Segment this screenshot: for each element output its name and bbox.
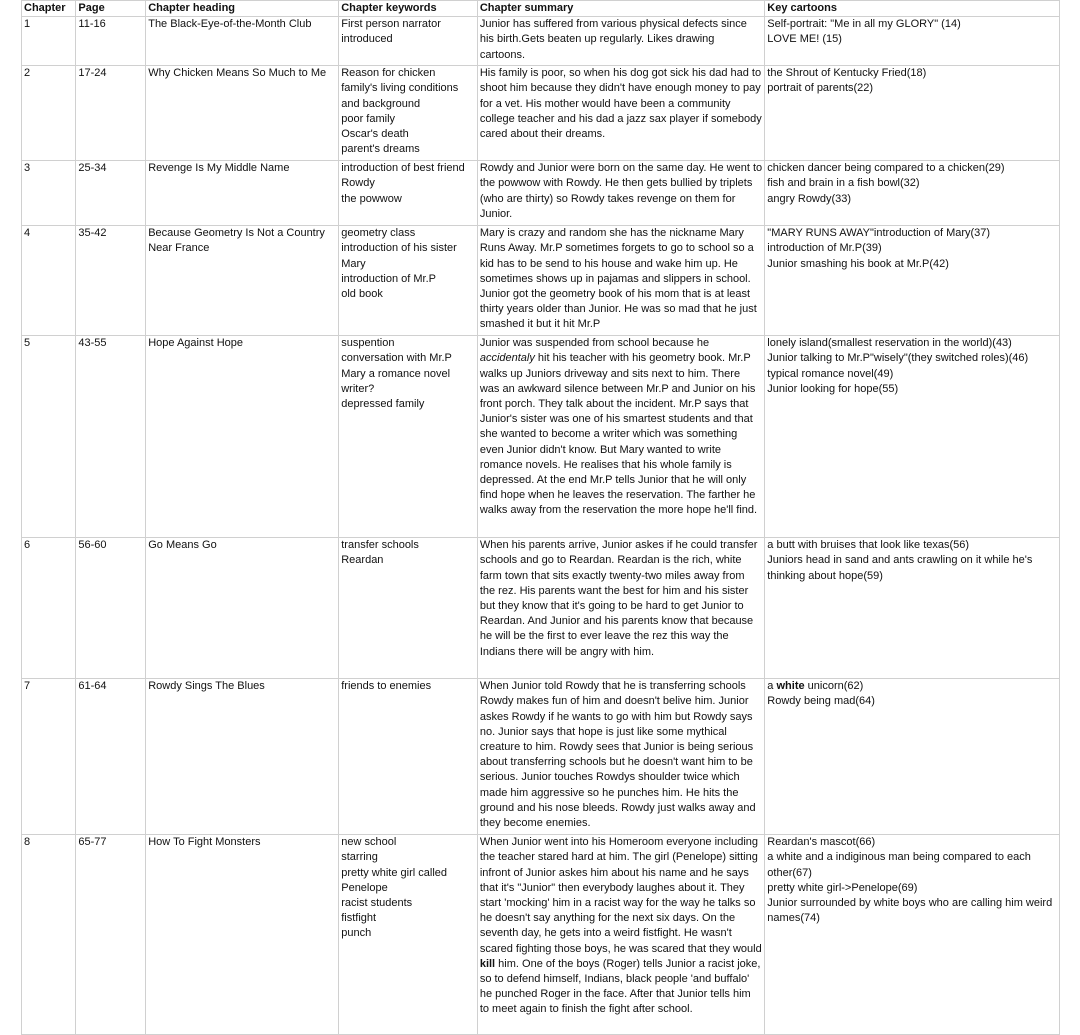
cartoons-cell — [765, 679, 1060, 835]
heading-cell: Go Means Go — [146, 538, 339, 679]
text-run: Junior has suffered from various physical defects since his birth.Gets beaten up regularly. Likes drawing cartoons. — [479, 18, 747, 61]
table-row — [22, 679, 1060, 835]
chapter-cell: 1 — [22, 17, 76, 66]
heading-cell: Because Geometry Is Not a Country Near France — [146, 226, 339, 336]
header-chapter-keywords: Chapter keywords — [339, 1, 478, 17]
keywords-cell — [339, 336, 478, 538]
chapter-cell: 4 — [22, 226, 76, 336]
chapter-table — [21, 0, 1060, 1035]
keyword-item: Mary a romance novel writer? — [341, 367, 451, 395]
summary-cell — [477, 835, 764, 1035]
summary-cell — [477, 161, 764, 226]
keyword-item: new school — [341, 836, 397, 849]
summary-cell — [477, 17, 764, 66]
cartoon-item: LOVE ME! (15) — [767, 33, 842, 46]
cartoon-item: Rowdy being mad(64) — [767, 695, 875, 708]
keyword-item: Oscar's death — [341, 128, 409, 141]
table-row — [22, 835, 1060, 1035]
page-cell: 25-34 — [76, 161, 146, 226]
cartoon-item: pretty white girl->Penelope(69) — [767, 881, 918, 894]
heading-cell: Rowdy Sings The Blues — [146, 679, 339, 835]
cartoons-cell — [765, 161, 1060, 226]
keywords-cell — [339, 161, 478, 226]
header-row — [22, 1, 1060, 17]
keyword-item: Reason for chicken — [341, 67, 436, 80]
chapter-cell: 2 — [22, 66, 76, 161]
keyword-item: family's living conditions and background — [341, 82, 459, 110]
keyword-item: First person narrator introduced — [341, 18, 441, 46]
keyword-item: fistfight — [341, 912, 377, 925]
page-cell: 56-60 — [76, 538, 146, 679]
keyword-item: introduction of Mr.P — [341, 272, 437, 285]
keyword-item: conversation with Mr.P — [341, 352, 452, 365]
cartoon-item: a white and a indiginous man being compared to each other(67) — [767, 851, 1031, 879]
cartoon-item: Juniors head in sand and ants crawling on it while he's thinking about hope(59) — [767, 554, 1033, 582]
table-row — [22, 226, 1060, 336]
cartoon-item: "MARY RUNS AWAY"introduction of Mary(37) — [767, 227, 991, 240]
cartoons-cell — [765, 538, 1060, 679]
cartoon-item: a butt with bruises that look like texas(56) — [767, 539, 970, 552]
text-run: hit his teacher with his geometry book. Mr.P walks up Juniors driveway and sits next to him. There was an awkward silence between Mr.P and Junior on his front porch. They talk about the incident. Mr.P says that Junior's sister was one of his smartest students and that she wanted to become a writer which was something even Junior didn't know. But Mary wanted to write romance novels. He realises that his whole family is depressed. At the end Mr.P tells Junior that he will only find hope when he leaves the reservation. The farther he walks away from the reservation the more hope he'll find. — [479, 352, 758, 517]
text-run: accidentaly — [479, 352, 535, 365]
keyword-item: transfer schools — [341, 539, 419, 552]
summary-cell — [477, 679, 764, 835]
keywords-cell — [339, 538, 478, 679]
cartoons-cell — [765, 66, 1060, 161]
heading-cell: Hope Against Hope — [146, 336, 339, 538]
keyword-item: old book — [341, 288, 383, 301]
keyword-item: friends to enemies — [341, 680, 432, 693]
heading-cell: Revenge Is My Middle Name — [146, 161, 339, 226]
page-cell: 35-42 — [76, 226, 146, 336]
summary-cell — [477, 336, 764, 538]
heading-cell: Why Chicken Means So Much to Me — [146, 66, 339, 161]
text-run: Junior was suspended from school because he — [479, 337, 710, 350]
keywords-cell — [339, 679, 478, 835]
table-row — [22, 538, 1060, 679]
keyword-item: poor family — [341, 112, 396, 125]
cartoons-cell — [765, 336, 1060, 538]
summary-cell — [477, 538, 764, 679]
header-chapter-summary: Chapter summary — [477, 1, 764, 17]
cartoon-item: Junior looking for hope(55) — [767, 382, 899, 395]
keyword-item: depressed family — [341, 398, 425, 411]
table-row — [22, 336, 1060, 538]
page-cell: 17-24 — [76, 66, 146, 161]
text-run: When Junior went into his Homeroom everyone including the teacher stared hard at him. The girl (Penelope) sitting infront of Junior askes him about his name and he says that it's "Junior" then everybody laughes about it. They start 'mocking' him in a racist way for the way he talks so he doesn't say anything for the next six days. On the seventh day, he gets into a weird fistfight. He wasn't scared fighting those boys, he was scared that they would — [479, 836, 762, 955]
heading-cell: The Black-Eye-of-the-Month Club — [146, 17, 339, 66]
keyword-item: starring — [341, 851, 378, 864]
cartoon-item: Self-portrait: "Me in all my GLORY" (14) — [767, 18, 961, 31]
summary-cell — [477, 66, 764, 161]
table-row — [22, 66, 1060, 161]
cartoon-item: angry Rowdy(33) — [767, 192, 852, 205]
keyword-item: Reardan — [341, 554, 384, 567]
keyword-item: punch — [341, 927, 372, 940]
keywords-cell — [339, 66, 478, 161]
text-run: When his parents arrive, Junior askes if he could transfer schools and go to Reardan. Reardan is the rich, white farm town that sits exactly twenty-two miles away from the rez. His parents want the best for him and his sister but they know that it's going to be hard to get Junior to Reardan. And Junior and his parents know that because he will be the first to ever leave the rez this way the Indians there will be angry with him. — [479, 539, 758, 658]
keyword-item: racist students — [341, 897, 413, 910]
table-row — [22, 161, 1060, 226]
page-cell: 65-77 — [76, 835, 146, 1035]
chapter-cell: 6 — [22, 538, 76, 679]
summary-cell — [477, 226, 764, 336]
keywords-cell — [339, 17, 478, 66]
chapter-cell: 7 — [22, 679, 76, 835]
text-run: a — [767, 680, 777, 693]
cartoon-item: chicken dancer being compared to a chicken(29) — [767, 162, 1005, 175]
cartoon-item: lonely island(smallest reservation in the world)(43) — [767, 337, 1012, 350]
cartoons-cell — [765, 226, 1060, 336]
page-cell: 11-16 — [76, 17, 146, 66]
keyword-item: geometry class — [341, 227, 416, 240]
keyword-item: introduction of best friend Rowdy — [341, 162, 465, 190]
header-chapter: Chapter — [22, 1, 76, 17]
cartoon-item: typical romance novel(49) — [767, 367, 894, 380]
table-row — [22, 17, 1060, 66]
keywords-cell — [339, 835, 478, 1035]
page-cell: 61-64 — [76, 679, 146, 835]
text-run: him. One of the boys (Roger) tells Junior a racist joke, so to defend himself, Indians, black people 'and buffalo' he punched Roger in the face. After that Junior tells him to meet again to finish the fight after school. — [479, 957, 761, 1016]
cartoons-cell — [765, 835, 1060, 1035]
keyword-item: the powwow — [341, 192, 402, 205]
keyword-item: parent's dreams — [341, 143, 420, 156]
keyword-item: pretty white girl called Penelope — [341, 866, 448, 894]
keyword-item: introduction of his sister Mary — [341, 242, 457, 270]
cartoon-item: Reardan's mascot(66) — [767, 836, 876, 849]
text-run: unicorn(62) — [804, 680, 864, 693]
header-chapter-heading: Chapter heading — [146, 1, 339, 17]
chapter-cell: 5 — [22, 336, 76, 538]
heading-cell: How To Fight Monsters — [146, 835, 339, 1035]
text-run: Rowdy and Junior were born on the same day. He went to the powwow with Rowdy. He then gets bullied by triplets (who are thirty) so Rowdy takes revenge on them for Junior. — [479, 162, 763, 220]
cartoon-item: Junior talking to Mr.P"wisely"(they switched roles)(46) — [767, 352, 1029, 365]
text-run: When Junior told Rowdy that he is transferring schools Rowdy makes fun of him and doesn't belive him. Junior askes Rowdy if he wants to go with him but Rowdy says no. Junior says that hope is just like some mythical creature to him. Rowdy sees that Junior is being serious about transferring schools but he doesn't want him to be serious. Junior touches Rowdys shoulder twice which made him aggressive so he punches him. He hits the ground and his nose bleeds. Rowdy just walks away and they become enemies. — [479, 680, 756, 830]
text-run: Mary is crazy and random she has the nickname Mary Runs Away. Mr.P sometimes forgets to go to school so a kid has to be send to his house and wake him up. He sometimes shows up in pajamas and slippers in school. Junior got the geometry book of his mom that is at least thirty years older than Junior. He was so mad that he just smashed it but it hit Mr.P — [479, 227, 757, 331]
header-page: Page — [76, 1, 146, 17]
cartoon-item: Junior smashing his book at Mr.P(42) — [767, 257, 949, 270]
cartoon-item: introduction of Mr.P(39) — [767, 242, 882, 255]
cartoon-item: the Shrout of Kentucky Fried(18) — [767, 67, 927, 80]
text-run: His family is poor, so when his dog got sick his dad had to shoot him because they didn't have enough money to pay for a vet. His mother would have been a community college teacher and his dad a jazz sax player if somebody cared about their dreams. — [479, 67, 762, 141]
cartoon-item: fish and brain in a fish bowl(32) — [767, 177, 920, 190]
page-cell: 43-55 — [76, 336, 146, 538]
chapter-cell: 8 — [22, 835, 76, 1035]
keywords-cell — [339, 226, 478, 336]
text-run: white — [776, 680, 805, 693]
cartoon-item — [767, 679, 1057, 694]
text-run: kill — [479, 957, 496, 970]
cartoon-item: portrait of parents(22) — [767, 82, 874, 95]
chapter-cell: 3 — [22, 161, 76, 226]
cartoons-cell — [765, 17, 1060, 66]
keyword-item: suspention — [341, 337, 395, 350]
cartoon-item: Junior surrounded by white boys who are calling him weird names(74) — [767, 897, 1053, 925]
header-key-cartoons: Key cartoons — [765, 1, 1060, 17]
